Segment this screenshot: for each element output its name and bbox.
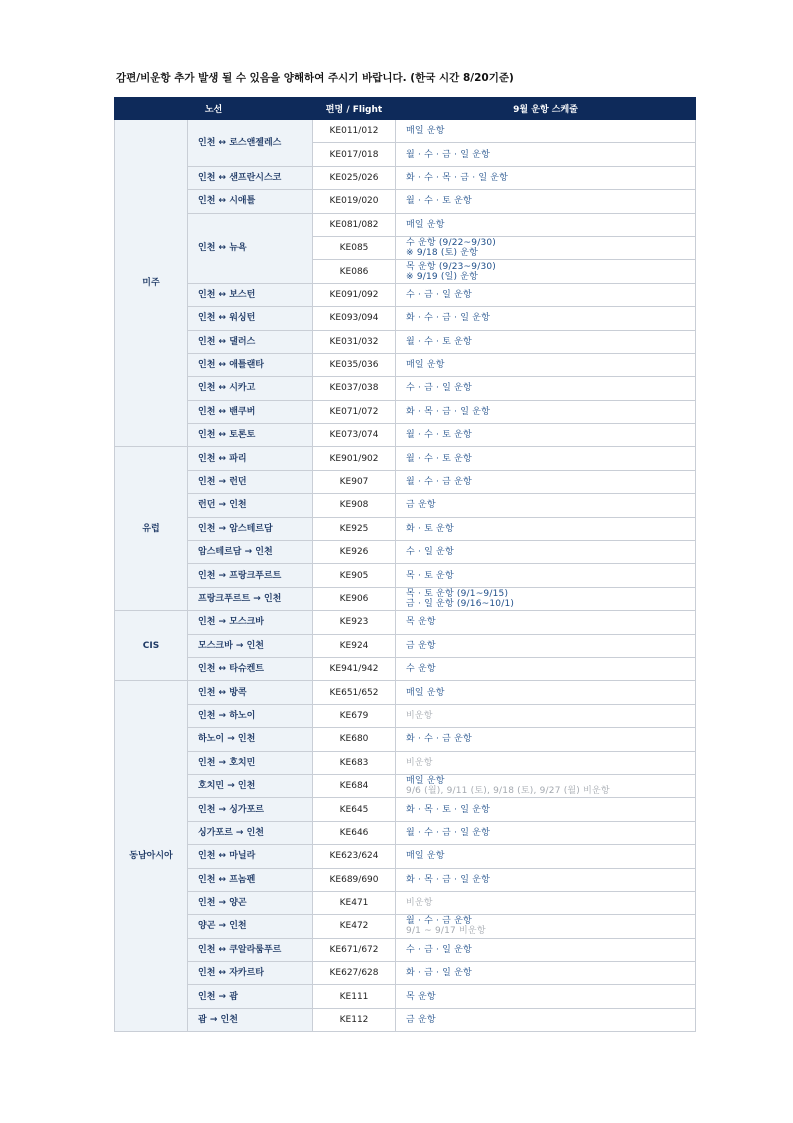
- table-row: [115, 541, 696, 564]
- table-row: [115, 353, 696, 376]
- flight-cell: KE623/624: [313, 845, 396, 868]
- flight-cell: KE017/018: [313, 143, 396, 166]
- flight-cell: KE925: [313, 517, 396, 540]
- schedule-cell: 화 · 수 · 금 · 일 운항: [396, 307, 696, 330]
- route-cell: 암스테르담 → 인천: [188, 541, 313, 564]
- schedule-cell: 매일 운항: [396, 845, 696, 868]
- route-cell: 인천 → 암스테르담: [188, 517, 313, 540]
- route-cell: 인천 ↔ 시애틀: [188, 190, 313, 213]
- route-cell: 인천 ↔ 방콕: [188, 681, 313, 704]
- table-row: [115, 330, 696, 353]
- flight-cell: KE627/628: [313, 962, 396, 985]
- table-row: [115, 845, 696, 868]
- schedule-cell: 매일 운항: [396, 681, 696, 704]
- flight-cell: KE645: [313, 798, 396, 821]
- schedule-cell: 월 · 수 · 금 · 일 운항: [396, 143, 696, 166]
- schedule-cell: 월 · 수 · 금 운항: [396, 470, 696, 493]
- route-cell: 인천 ↔ 파리: [188, 447, 313, 470]
- table-row: [115, 774, 696, 797]
- route-cell: 인천 ↔ 프놈펜: [188, 868, 313, 891]
- schedule-line: 월 · 수 · 금 운항: [406, 916, 472, 927]
- schedule-note: ※ 9/19 (일) 운항: [406, 271, 479, 282]
- route-cell: 인천 ↔ 댈러스: [188, 330, 313, 353]
- schedule-note: 9/1 ~ 9/17 비운항: [406, 926, 486, 937]
- schedule-cell: [396, 260, 696, 283]
- table-row: [115, 400, 696, 423]
- route-cell: 싱가포르 → 인천: [188, 821, 313, 844]
- schedule-cell: [396, 236, 696, 259]
- schedule-cell: 목 운항: [396, 985, 696, 1008]
- schedule-cell: 화 · 토 운항: [396, 517, 696, 540]
- table-row: [115, 798, 696, 821]
- schedule-cell: 화 · 수 · 목 · 금 · 일 운항: [396, 166, 696, 189]
- table-row: [115, 891, 696, 914]
- route-cell: 프랑크푸르트 → 인천: [188, 587, 313, 610]
- table-row: [115, 377, 696, 400]
- table-row: [115, 821, 696, 844]
- table-row: [115, 868, 696, 891]
- flight-cell: KE683: [313, 751, 396, 774]
- flight-cell: KE081/082: [313, 213, 396, 236]
- flight-cell: KE651/652: [313, 681, 396, 704]
- route-cell: 인천 → 양곤: [188, 891, 313, 914]
- schedule-cell: 금 운항: [396, 494, 696, 517]
- header-flight: 편명 / Flight: [313, 98, 396, 120]
- table-row: [115, 1008, 696, 1031]
- schedule-cell: 금 운항: [396, 634, 696, 657]
- route-cell: 인천 ↔ 시카고: [188, 377, 313, 400]
- region-cis: CIS: [115, 611, 188, 681]
- schedule-cell: 월 · 수 · 토 운항: [396, 424, 696, 447]
- table-row: [115, 611, 696, 634]
- flight-cell: KE071/072: [313, 400, 396, 423]
- flight-cell: KE025/026: [313, 166, 396, 189]
- route-cell: 인천 → 괌: [188, 985, 313, 1008]
- flight-cell: KE471: [313, 891, 396, 914]
- table-row: [115, 985, 696, 1008]
- table-row: [115, 494, 696, 517]
- schedule-cell: 수 · 금 · 일 운항: [396, 938, 696, 961]
- schedule-line: 금 · 일 운항 (9/16~10/1): [406, 599, 515, 609]
- flight-cell: KE472: [313, 915, 396, 938]
- route-cell: 인천 ↔ 타슈켄트: [188, 657, 313, 680]
- schedule-cell: 매일 운항: [396, 120, 696, 143]
- schedule-cell: 수 · 금 · 일 운항: [396, 283, 696, 306]
- header-route: 노선: [115, 98, 313, 120]
- flight-cell: KE111: [313, 985, 396, 1008]
- schedule-line: 목 · 토 운항 (9/1~9/15): [406, 589, 509, 599]
- flight-cell: KE926: [313, 541, 396, 564]
- route-cell: 하노이 → 인천: [188, 728, 313, 751]
- route-cell: 인천 ↔ 로스앤젤레스: [188, 120, 313, 167]
- route-cell: 런던 → 인천: [188, 494, 313, 517]
- schedule-cell: [396, 915, 696, 938]
- schedule-cell: 비운항: [396, 751, 696, 774]
- region-southeast-asia: 동남아시아: [115, 681, 188, 1032]
- flight-cell: KE091/092: [313, 283, 396, 306]
- flight-cell: KE073/074: [313, 424, 396, 447]
- schedule-cell: 매일 운항: [396, 213, 696, 236]
- table-row: [115, 120, 696, 143]
- flight-cell: KE905: [313, 564, 396, 587]
- schedule-cell: 화 · 목 · 금 · 일 운항: [396, 868, 696, 891]
- route-cell: 인천 ↔ 워싱턴: [188, 307, 313, 330]
- flight-cell: KE907: [313, 470, 396, 493]
- table-row: [115, 915, 696, 938]
- flight-cell: KE689/690: [313, 868, 396, 891]
- table-row: [115, 190, 696, 213]
- schedule-line: 매일 운항: [406, 776, 445, 787]
- flight-cell: KE679: [313, 704, 396, 727]
- route-cell: 양곤 → 인천: [188, 915, 313, 938]
- table-row: [115, 657, 696, 680]
- flight-cell: KE923: [313, 611, 396, 634]
- route-cell: 인천 → 런던: [188, 470, 313, 493]
- schedule-cell: 비운항: [396, 891, 696, 914]
- schedule-line: 목 운항 (9/23~9/30): [406, 261, 497, 272]
- flight-cell: KE924: [313, 634, 396, 657]
- schedule-cell: 수 운항: [396, 657, 696, 680]
- flight-cell: KE901/902: [313, 447, 396, 470]
- schedule-cell: 수 · 일 운항: [396, 541, 696, 564]
- region-americas: 미주: [115, 120, 188, 447]
- table-row: [115, 307, 696, 330]
- table-row: [115, 634, 696, 657]
- flight-cell: KE085: [313, 236, 396, 259]
- route-cell: 인천 → 하노이: [188, 704, 313, 727]
- schedule-cell: [396, 774, 696, 797]
- schedule-cell: 월 · 수 · 토 운항: [396, 330, 696, 353]
- route-cell: 인천 ↔ 토론토: [188, 424, 313, 447]
- flight-cell: KE112: [313, 1008, 396, 1031]
- flight-cell: KE906: [313, 587, 396, 610]
- route-cell: 인천 → 프랑크푸르트: [188, 564, 313, 587]
- flight-cell: KE093/094: [313, 307, 396, 330]
- route-cell: 모스크바 → 인천: [188, 634, 313, 657]
- route-cell: 인천 ↔ 보스턴: [188, 283, 313, 306]
- table-row: [115, 470, 696, 493]
- table-row: [115, 962, 696, 985]
- route-cell: 인천 → 모스크바: [188, 611, 313, 634]
- flight-cell: KE011/012: [313, 120, 396, 143]
- flight-cell: KE031/032: [313, 330, 396, 353]
- table-row: [115, 751, 696, 774]
- route-cell: 인천 → 싱가포르: [188, 798, 313, 821]
- schedule-cell: 비운항: [396, 704, 696, 727]
- flight-cell: KE646: [313, 821, 396, 844]
- table-row: [115, 938, 696, 961]
- schedule-cell: 화 · 수 · 금 운항: [396, 728, 696, 751]
- schedule-line: 수 운항 (9/22~9/30): [406, 238, 497, 249]
- schedule-cell: 목 운항: [396, 611, 696, 634]
- table-row: [115, 166, 696, 189]
- schedule-cell: 화 · 금 · 일 운항: [396, 962, 696, 985]
- schedule-cell: 매일 운항: [396, 353, 696, 376]
- schedule-cell: 목 · 토 운항: [396, 564, 696, 587]
- route-cell: 괌 → 인천: [188, 1008, 313, 1031]
- table-row: [115, 587, 696, 610]
- flight-cell: KE035/036: [313, 353, 396, 376]
- route-cell: 인천 ↔ 쿠알라룸푸르: [188, 938, 313, 961]
- schedule-cell: [396, 587, 696, 610]
- schedule-note: ※ 9/18 (토) 운항: [406, 248, 479, 259]
- table-row: [115, 728, 696, 751]
- notice-text: 감편/비운항 추가 발생 될 수 있음을 양해하여 주시기 바랍니다. (한국 시간 8/20기준): [116, 72, 514, 84]
- route-cell: 호치민 → 인천: [188, 774, 313, 797]
- flight-cell: KE908: [313, 494, 396, 517]
- region-europe: 유럽: [115, 447, 188, 611]
- flight-cell: KE037/038: [313, 377, 396, 400]
- schedule-note: 9/6 (월), 9/11 (토), 9/18 (토), 9/27 (월) 비운항: [406, 786, 610, 797]
- flight-cell: KE019/020: [313, 190, 396, 213]
- table-row: [115, 447, 696, 470]
- flight-cell: KE671/672: [313, 938, 396, 961]
- flight-cell: KE086: [313, 260, 396, 283]
- route-cell: 인천 ↔ 애틀랜타: [188, 353, 313, 376]
- flight-cell: KE684: [313, 774, 396, 797]
- table-row: [115, 681, 696, 704]
- flight-cell: KE680: [313, 728, 396, 751]
- flight-cell: KE941/942: [313, 657, 396, 680]
- table-row: [115, 283, 696, 306]
- schedule-cell: 월 · 수 · 토 운항: [396, 190, 696, 213]
- route-cell: 인천 → 호치민: [188, 751, 313, 774]
- schedule-cell: 월 · 수 · 금 · 일 운항: [396, 821, 696, 844]
- table-row: [115, 424, 696, 447]
- schedule-cell: 수 · 금 · 일 운항: [396, 377, 696, 400]
- schedule-cell: 화 · 목 · 금 · 일 운항: [396, 400, 696, 423]
- route-cell: 인천 ↔ 샌프란시스코: [188, 166, 313, 189]
- table-header-row: [115, 98, 696, 120]
- table-row: [115, 213, 696, 236]
- table-row: [115, 704, 696, 727]
- route-cell: 인천 ↔ 마닐라: [188, 845, 313, 868]
- route-cell: 인천 ↔ 자카르타: [188, 962, 313, 985]
- table-row: [115, 517, 696, 540]
- header-schedule: 9월 운항 스케줄: [396, 98, 696, 120]
- route-cell: 인천 ↔ 뉴욕: [188, 213, 313, 283]
- schedule-cell: 월 · 수 · 토 운항: [396, 447, 696, 470]
- route-cell: 인천 ↔ 밴쿠버: [188, 400, 313, 423]
- schedule-cell: 금 운항: [396, 1008, 696, 1031]
- table-row: [115, 564, 696, 587]
- flight-schedule-table: [114, 97, 696, 1032]
- schedule-cell: 화 · 목 · 토 · 일 운항: [396, 798, 696, 821]
